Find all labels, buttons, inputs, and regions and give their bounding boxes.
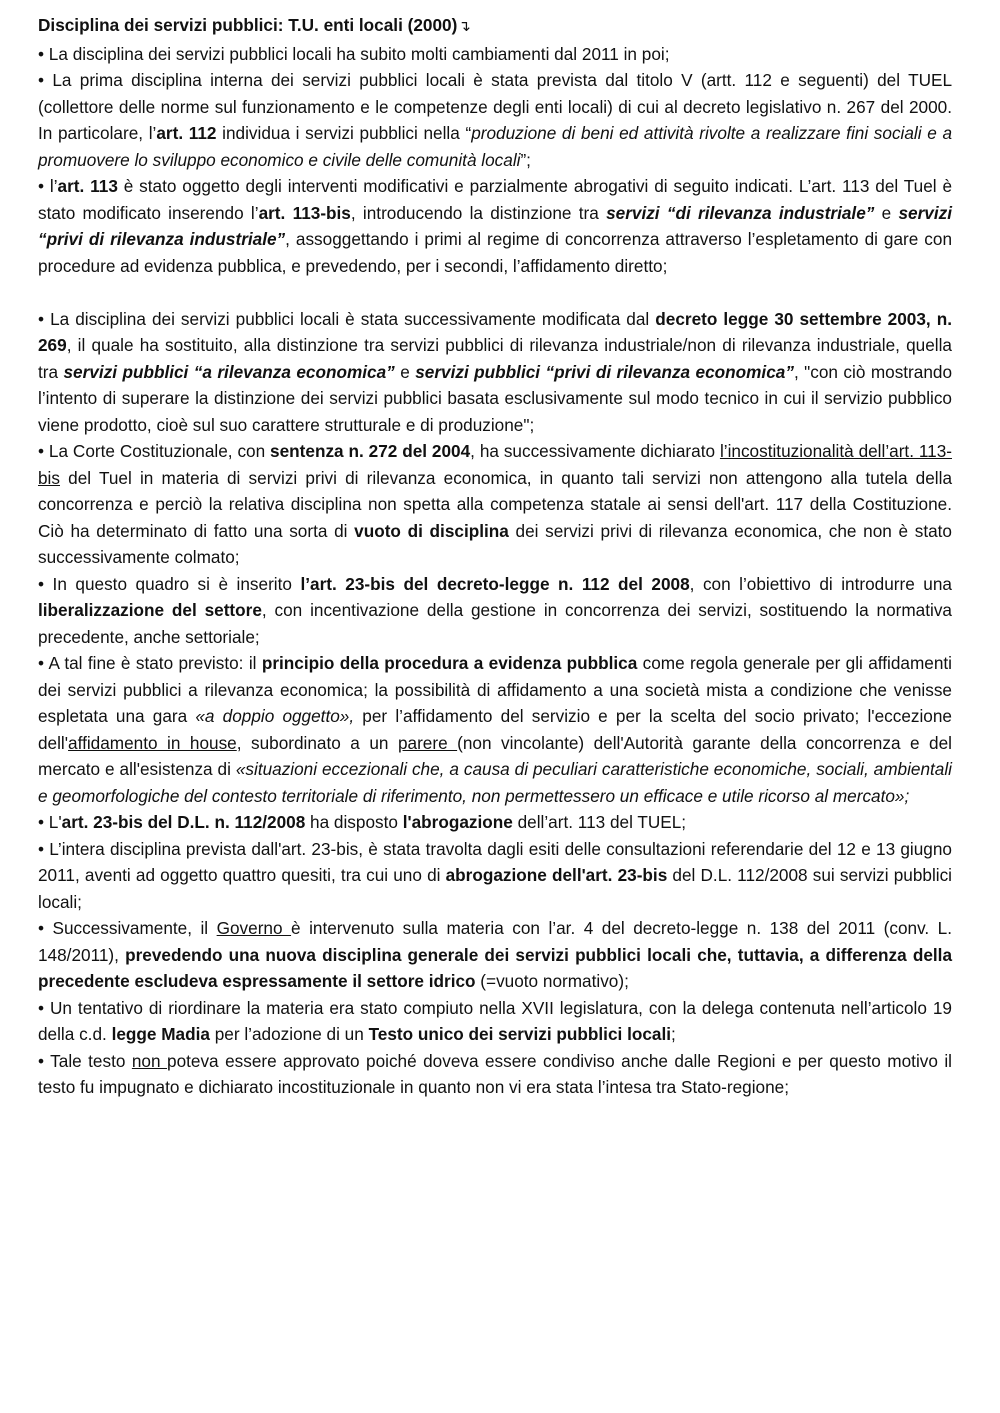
p4-bold-italic-privi: servizi pubblici “privi di rilevanza economica”	[415, 361, 794, 382]
p11-text-e: ;	[671, 1024, 676, 1044]
p4-bold-decreto: decreto legge 30 settembre 2003, n. 269	[38, 308, 952, 355]
p7-text-i: (non vincolante) dell'Autorità garante della concorrenza e del mercato e all'esistenza di	[38, 732, 952, 779]
p4-bold-italic-economica: servizi pubblici “a rilevanza economica”	[63, 361, 395, 382]
p9-text-a: L’intera disciplina prevista dall'art. 23-bis, è stata travolta dagli esiti delle consultazioni referendarie del 12 e 13 giugno 2011, aventi ad oggetto quattro quesiti, tra cui uno di	[38, 838, 952, 885]
bullet: •	[38, 176, 45, 196]
p8-bold-abrogazione: l'abrogazione	[402, 812, 513, 832]
p7-italic-situazioni: «situazioni eccezionali che, a causa di peculiari caratteristiche economiche, sociali, ambientali e geomorfologiche del contesto territoriale di riferimento, non permettessero un efficace e utile ricorso al mercato»;	[38, 759, 953, 806]
bullet: •	[38, 70, 45, 90]
p5-text-e: del Tuel in materia di servizi privi di rilevanza economica, in quanto tali servizi non attengono alla tutela della concorrenza e perciò la relativa disciplina non spetta alla competenza statale ai sensi dell'art. 117 della Costituzione. Ciò ha determinato di fatto una sorta di	[38, 467, 952, 541]
p5-text-g: dei servizi privi di rilevanza economica, che non è stato successivamente colmato;	[38, 520, 952, 567]
p10-bold-nuova-disciplina: prevedendo una nuova disciplina generale dei servizi pubblici locali che, tuttavia, a differenza della precedente escludeva espressamente il settore idrico	[38, 944, 953, 991]
p12-text-a: Tale testo	[44, 1050, 132, 1071]
paragraph-9	[38, 836, 952, 916]
p12-underlined-non: non	[131, 1050, 168, 1071]
p5-text-a: La Corte Costituzionale, con	[44, 441, 271, 461]
p10-text-a: Successivamente, il	[44, 918, 217, 938]
bullet: •	[38, 997, 45, 1018]
paragraph-return-icon: ↴	[458, 18, 471, 35]
p4-text-c: , il quale ha sostituito, alla distinzione tra servizi pubblici di rilevanza industriale/non di rilevanza industriale, quella tra	[38, 335, 952, 382]
p4-text-e: e	[394, 361, 416, 382]
p3-text-e: , introducendo la distinzione tra	[350, 202, 607, 223]
p3-bold-italic-industriale: servizi “di rilevanza industriale”	[606, 202, 875, 223]
p6-text-a: In questo quadro si è inserito	[44, 573, 301, 594]
p4-text-a: La disciplina dei servizi pubblici locali è stata successivamente modificata dal	[44, 308, 656, 329]
bullet: •	[38, 812, 45, 832]
bullet: •	[38, 441, 45, 461]
p4-text-g: , "con ciò mostrando l’intento di superare la distinzione dei servizi pubblici basata esclusivamente sul modo tecnico in cui il servizio pubblico viene prodotto, cioè sul suo carattere strutturale e di produzione";	[38, 361, 953, 435]
p6-bold-art-23-bis: l’art. 23-bis del decreto-legge n. 112 del 2008	[300, 573, 690, 594]
paragraph-1	[38, 41, 952, 68]
bullet: •	[38, 308, 45, 329]
paragraph-11	[38, 995, 952, 1048]
paragraph-4	[38, 306, 952, 439]
p6-text-c: , con l’obiettivo di introdurre una	[689, 573, 952, 594]
paragraph-6	[38, 571, 952, 651]
paragraph-8	[38, 809, 952, 836]
p6-bold-liberalizzazione: liberalizzazione del settore	[38, 600, 262, 620]
p5-bold-sentenza: sentenza n. 272 del 2004	[270, 441, 471, 461]
p7-underlined-parere: parere	[397, 732, 458, 753]
p8-text-c: ha disposto	[305, 812, 403, 832]
p11-bold-legge-madia: legge Madia	[111, 1024, 210, 1044]
bullet: •	[38, 918, 45, 938]
p3-text-c: è stato oggetto degli interventi modificativi e parzialmente abrogativi di seguito indicati. L’art. 113 del Tuel è stato modificato inserendo l’	[38, 176, 953, 223]
p7-text-g: , subordinato a un	[236, 732, 398, 753]
p5-underlined-incostituzionalita: l’incostituzionalità dell’art. 113-bis	[38, 441, 952, 488]
p5-bold-vuoto: vuoto di disciplina	[354, 520, 509, 541]
bullet: •	[38, 653, 45, 673]
bullet: •	[38, 1050, 45, 1071]
title-text: Disciplina dei servizi pubblici: T.U. enti locali (2000)	[38, 15, 458, 35]
p7-italic-doppio-oggetto: «a doppio oggetto»,	[195, 706, 355, 726]
p1-text: La disciplina dei servizi pubblici locali ha subito molti cambiamenti dal 2011 in poi;	[44, 43, 670, 64]
p10-underlined-governo: Governo	[216, 918, 292, 938]
p8-text-e: dell’art. 113 del TUEL;	[512, 812, 687, 832]
p2-bold-art-112: art. 112	[156, 123, 217, 143]
p2-text-a: La prima disciplina interna dei servizi pubblici locali è stata prevista dal titolo V (artt. 112 e seguenti) del TUEL (collettore delle norme sul funzionamento e le competenze degli enti locali) di cui al decreto legislativo n. 267 del 2000. In particolare, l’	[38, 70, 952, 143]
bullet: •	[38, 838, 45, 859]
p11-text-c: per l’adozione di un	[209, 1024, 369, 1044]
document-title	[38, 12, 952, 41]
p2-italic-quote: produzione di beni ed attività rivolte a realizzare fini sociali e a promuovere lo sviluppo economico e civile delle comunità locali	[38, 123, 953, 170]
p9-text-c: del D.L. 112/2008 sui servizi pubblici locali;	[38, 865, 952, 912]
p3-text-i: , assoggettando i primi al regime di concorrenza attraverso l’espletamento di gare con procedure ad evidenza pubblica, e prevedendo, per i secondi, l’affidamento diretto;	[38, 229, 953, 276]
p10-text-e: (=vuoto normativo);	[475, 971, 629, 991]
p7-underlined-in-house: affidamento in house	[68, 732, 237, 753]
p11-text-a: Un tentativo di riordinare la materia era stato compiuto nella XVII legislatura, con la delega contenuta nell’articolo 19 della c.d.	[38, 997, 952, 1044]
paragraph-2	[38, 67, 952, 173]
paragraph-7	[38, 650, 952, 809]
bullet: •	[38, 573, 45, 594]
p7-bold-principio: principio della procedura a evidenza pubblica	[261, 653, 638, 673]
document-page	[38, 12, 952, 1101]
paragraph-5	[38, 438, 952, 571]
bullet: •	[38, 43, 45, 64]
p7-text-a: A tal fine è stato previsto: il	[44, 653, 262, 673]
p2-text-e: ”;	[520, 149, 531, 170]
p6-text-e: , con incentivazione della gestione in concorrenza dei servizi, sostituendo la normativa precedente, anche settoriale;	[38, 600, 952, 647]
paragraph-10	[38, 915, 952, 995]
p2-text-c: individua i servizi pubblici nella “	[216, 123, 472, 143]
p8-bold-art-23-bis: art. 23-bis del D.L. n. 112/2008	[61, 812, 306, 832]
p12-text-c: poteva essere approvato poiché doveva essere condiviso anche dalle Regioni e per questo motivo il testo fu impugnato e dichiarato incostituzionale in quanto non vi era stata l’intesa tra Stato-regione;	[38, 1050, 953, 1097]
p3-bold-art-113-bis: art. 113-bis	[258, 202, 351, 223]
p3-bold-italic-privi: servizi “privi di rilevanza industriale”	[38, 202, 953, 249]
p3-text-a: l’	[44, 176, 58, 196]
p10-text-c: è intervenuto sulla materia con l’ar. 4 del decreto-legge n. 138 del 2011 (conv. L. 148/2011),	[38, 918, 953, 965]
p7-text-e: per l’affidamento del servizio e per la scelta del socio privato; l'eccezione dell'	[38, 706, 952, 753]
paragraph-3	[38, 173, 952, 279]
p3-text-g: e	[874, 202, 899, 223]
paragraph-gap	[38, 279, 952, 306]
p3-bold-art-113: art. 113	[57, 176, 118, 196]
p9-bold-abrogazione: abrogazione dell'art. 23-bis	[445, 865, 668, 885]
p8-text-a: L'	[44, 812, 62, 832]
p5-text-c: , ha successivamente dichiarato	[470, 441, 720, 461]
paragraph-12	[38, 1048, 952, 1101]
p7-text-c: come regola generale per gli affidamenti dei servizi pubblici a rilevanza economica; la possibilità di affidamento a una società mista a condizione che venisse espletata una gara	[38, 653, 952, 726]
p11-bold-testo-unico: Testo unico dei servizi pubblici locali	[368, 1024, 672, 1044]
